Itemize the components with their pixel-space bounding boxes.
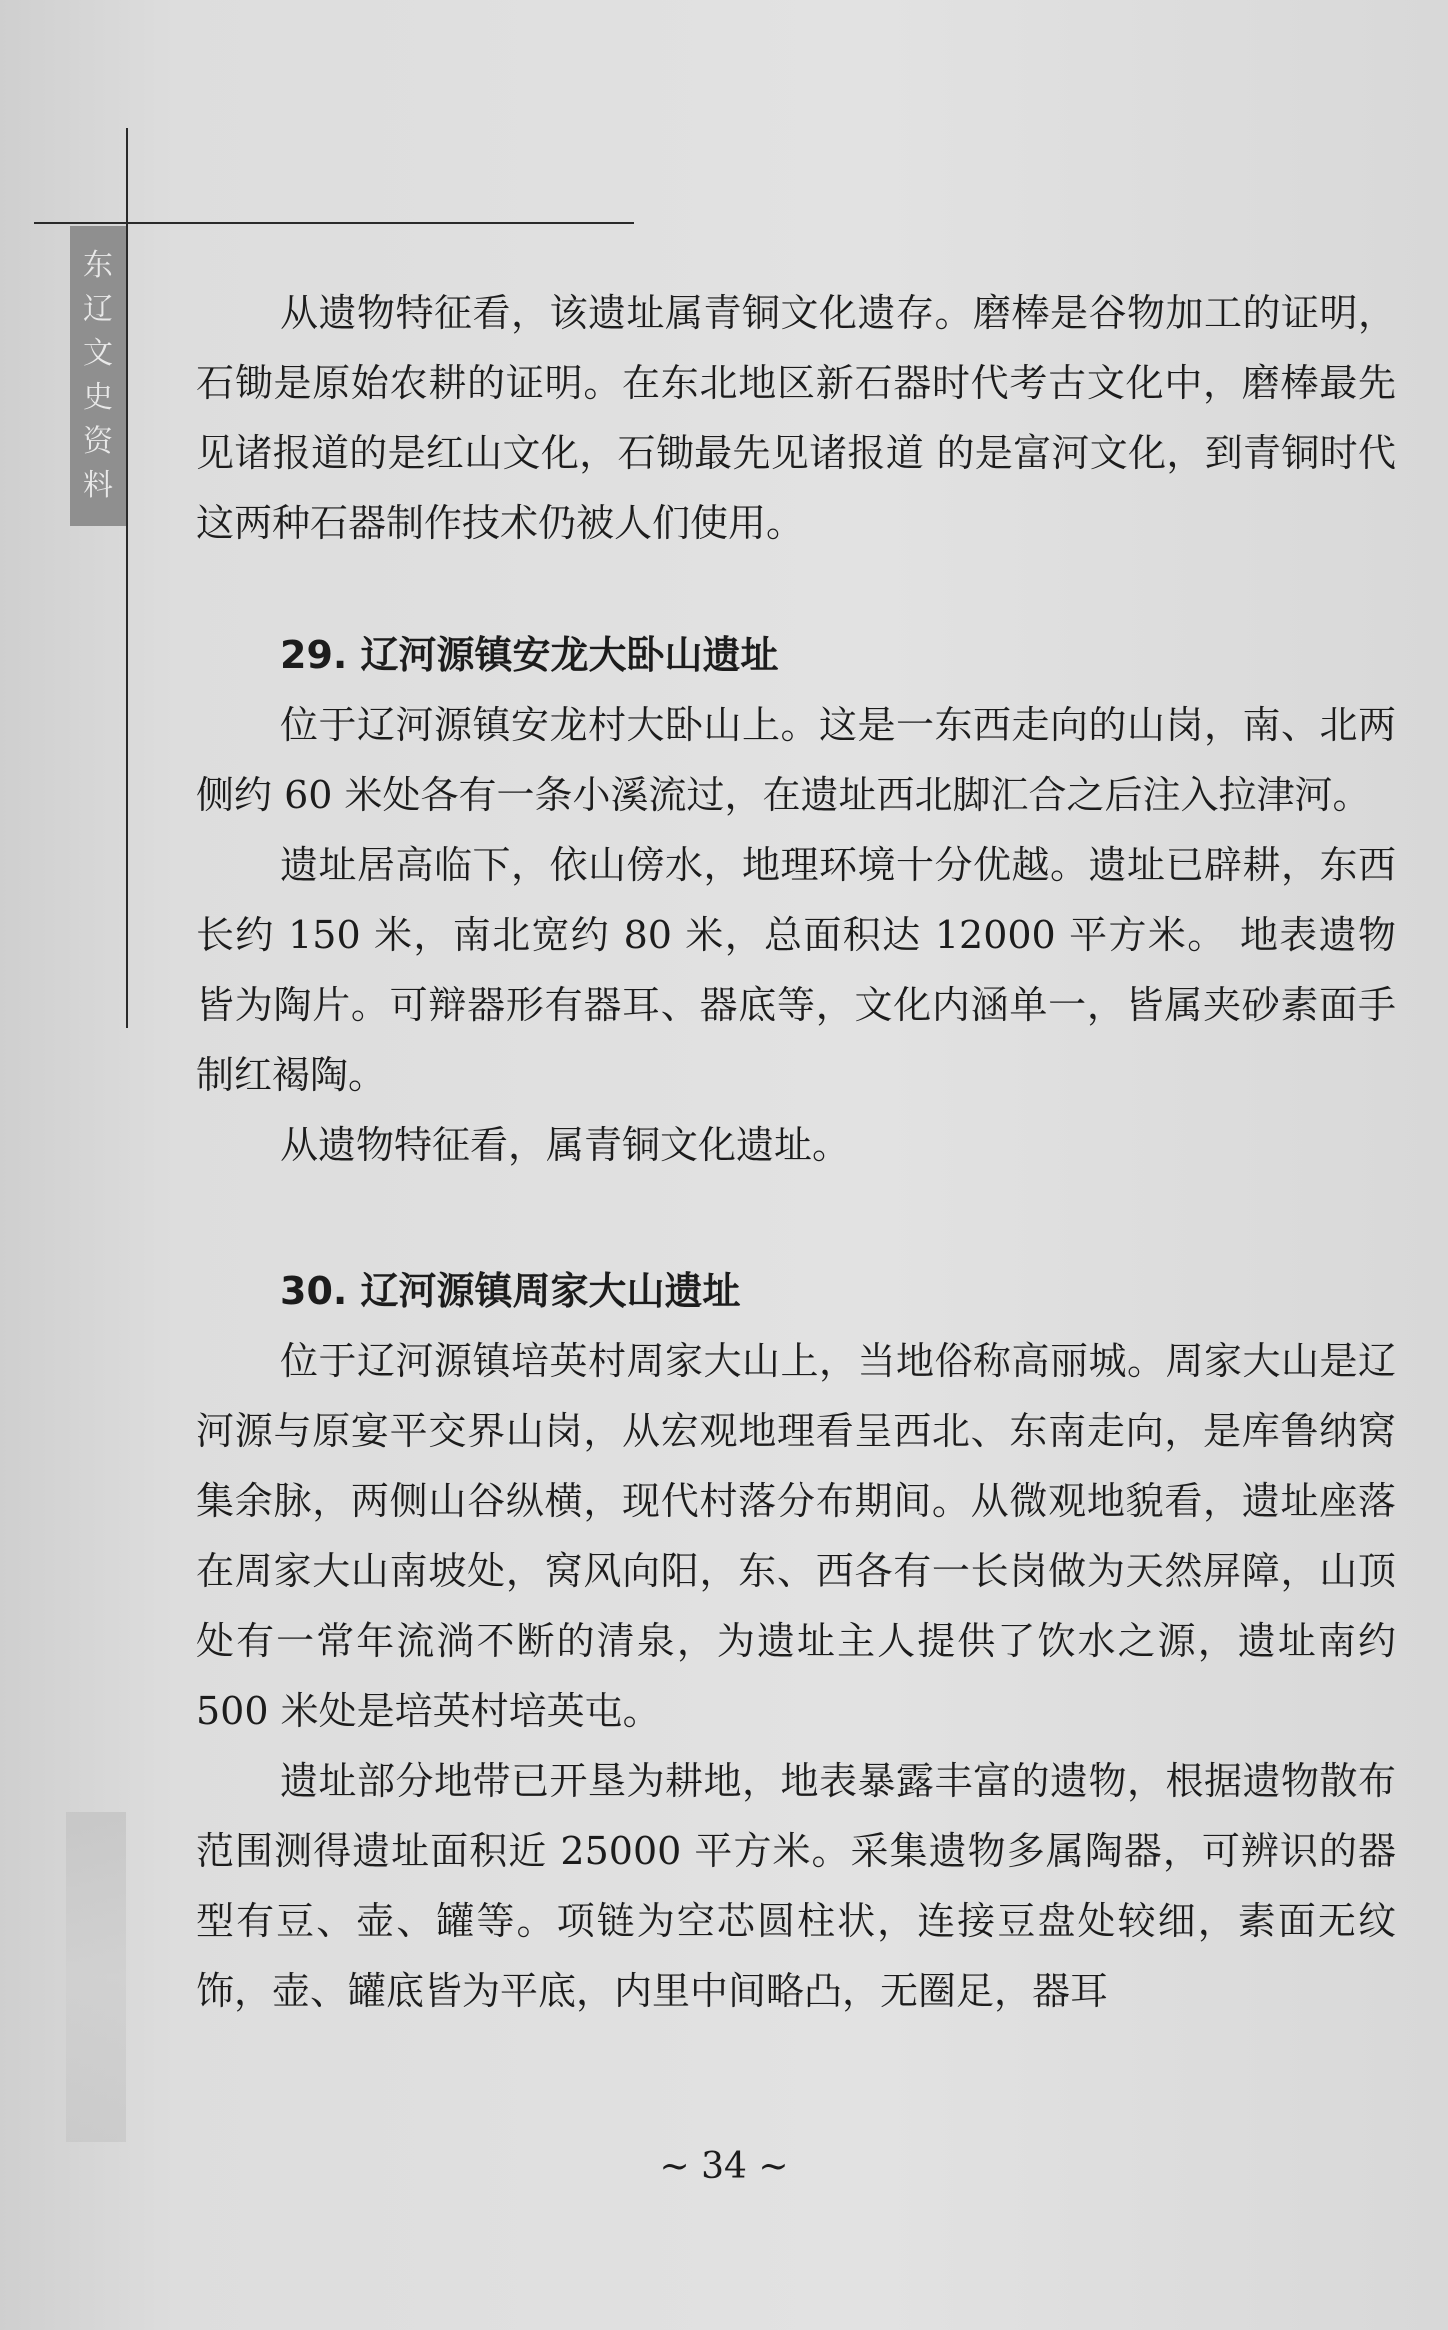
section-heading: 30. 辽河源镇周家大山遗址 [280, 1269, 741, 1313]
side-tab-char: 东 [83, 248, 113, 283]
paragraph: 从遗物特征看，属青铜文化遗址。 [280, 1123, 851, 1167]
margin-vertical-rule [126, 128, 128, 1028]
paragraph: 从遗物特征看，该遗址属青铜文化遗存。磨棒是谷物加工的证明，石锄是原始农耕的证明。在东北地区新石器时代考古文化中，磨棒最先见诸报道的是红山文化，石锄最先见诸报道 的是富河文化，到青铜时代这两种石器制作技术仍被人们使用。 [196, 291, 1396, 545]
side-tab-char: 文 [83, 336, 113, 371]
side-tab-char: 辽 [83, 292, 113, 327]
paragraph: 遗址居高临下，依山傍水，地理环境十分优越。遗址已辟耕，东西长约 150 米，南北宽约 80 米，总面积达 12000 平方米。 地表遗物皆为陶片。可辩器形有器耳、器底等，文化内涵单一，皆属夹砂素面手制红褐陶。 [196, 843, 1396, 1097]
page-number: ~ 34 ~ [659, 2146, 789, 2187]
paragraph: 遗址部分地带已开垦为耕地，地表暴露丰富的遗物，根据遗物散布范围测得遗址面积近 25000 平方米。采集遗物多属陶器，可辨识的器型有豆、壶、罐等。项链为空芯圆柱状，连接豆盘处较细，素面无纹饰，壶、罐底皆为平底，内里中间略凸，无圈足，器耳 [196, 1759, 1396, 2013]
paragraph: 位于辽河源镇安龙村大卧山上。这是一东西走向的山岗，南、北两侧约 60 米处各有一条小溪流过，在遗址西北脚汇合之后注入拉津河。 [196, 703, 1396, 817]
side-tab-char: 资 [83, 424, 113, 459]
header-horizontal-rule [34, 222, 634, 224]
side-tab-char: 料 [83, 468, 113, 503]
section-heading: 29. 辽河源镇安龙大卧山遗址 [280, 633, 779, 677]
margin-smudge [66, 1812, 126, 2142]
paragraph: 位于辽河源镇培英村周家大山上，当地俗称高丽城。周家大山是辽河源与原宴平交界山岗，从宏观地理看呈西北、东南走向，是库鲁纳窝集余脉，两侧山谷纵横，现代村落分布期间。从微观地貌看，遗址座落在周家大山南坡处，窝风向阳，东、西各有一长岗做为天然屏障，山顶处有一常年流淌不断的清泉，为遗址主人提供了饮水之源，遗址南约 500 米处是培英村培英屯。 [196, 1339, 1396, 1733]
side-tab [70, 226, 126, 526]
page-content [196, 278, 1396, 2026]
side-tab-char: 史 [83, 380, 113, 415]
